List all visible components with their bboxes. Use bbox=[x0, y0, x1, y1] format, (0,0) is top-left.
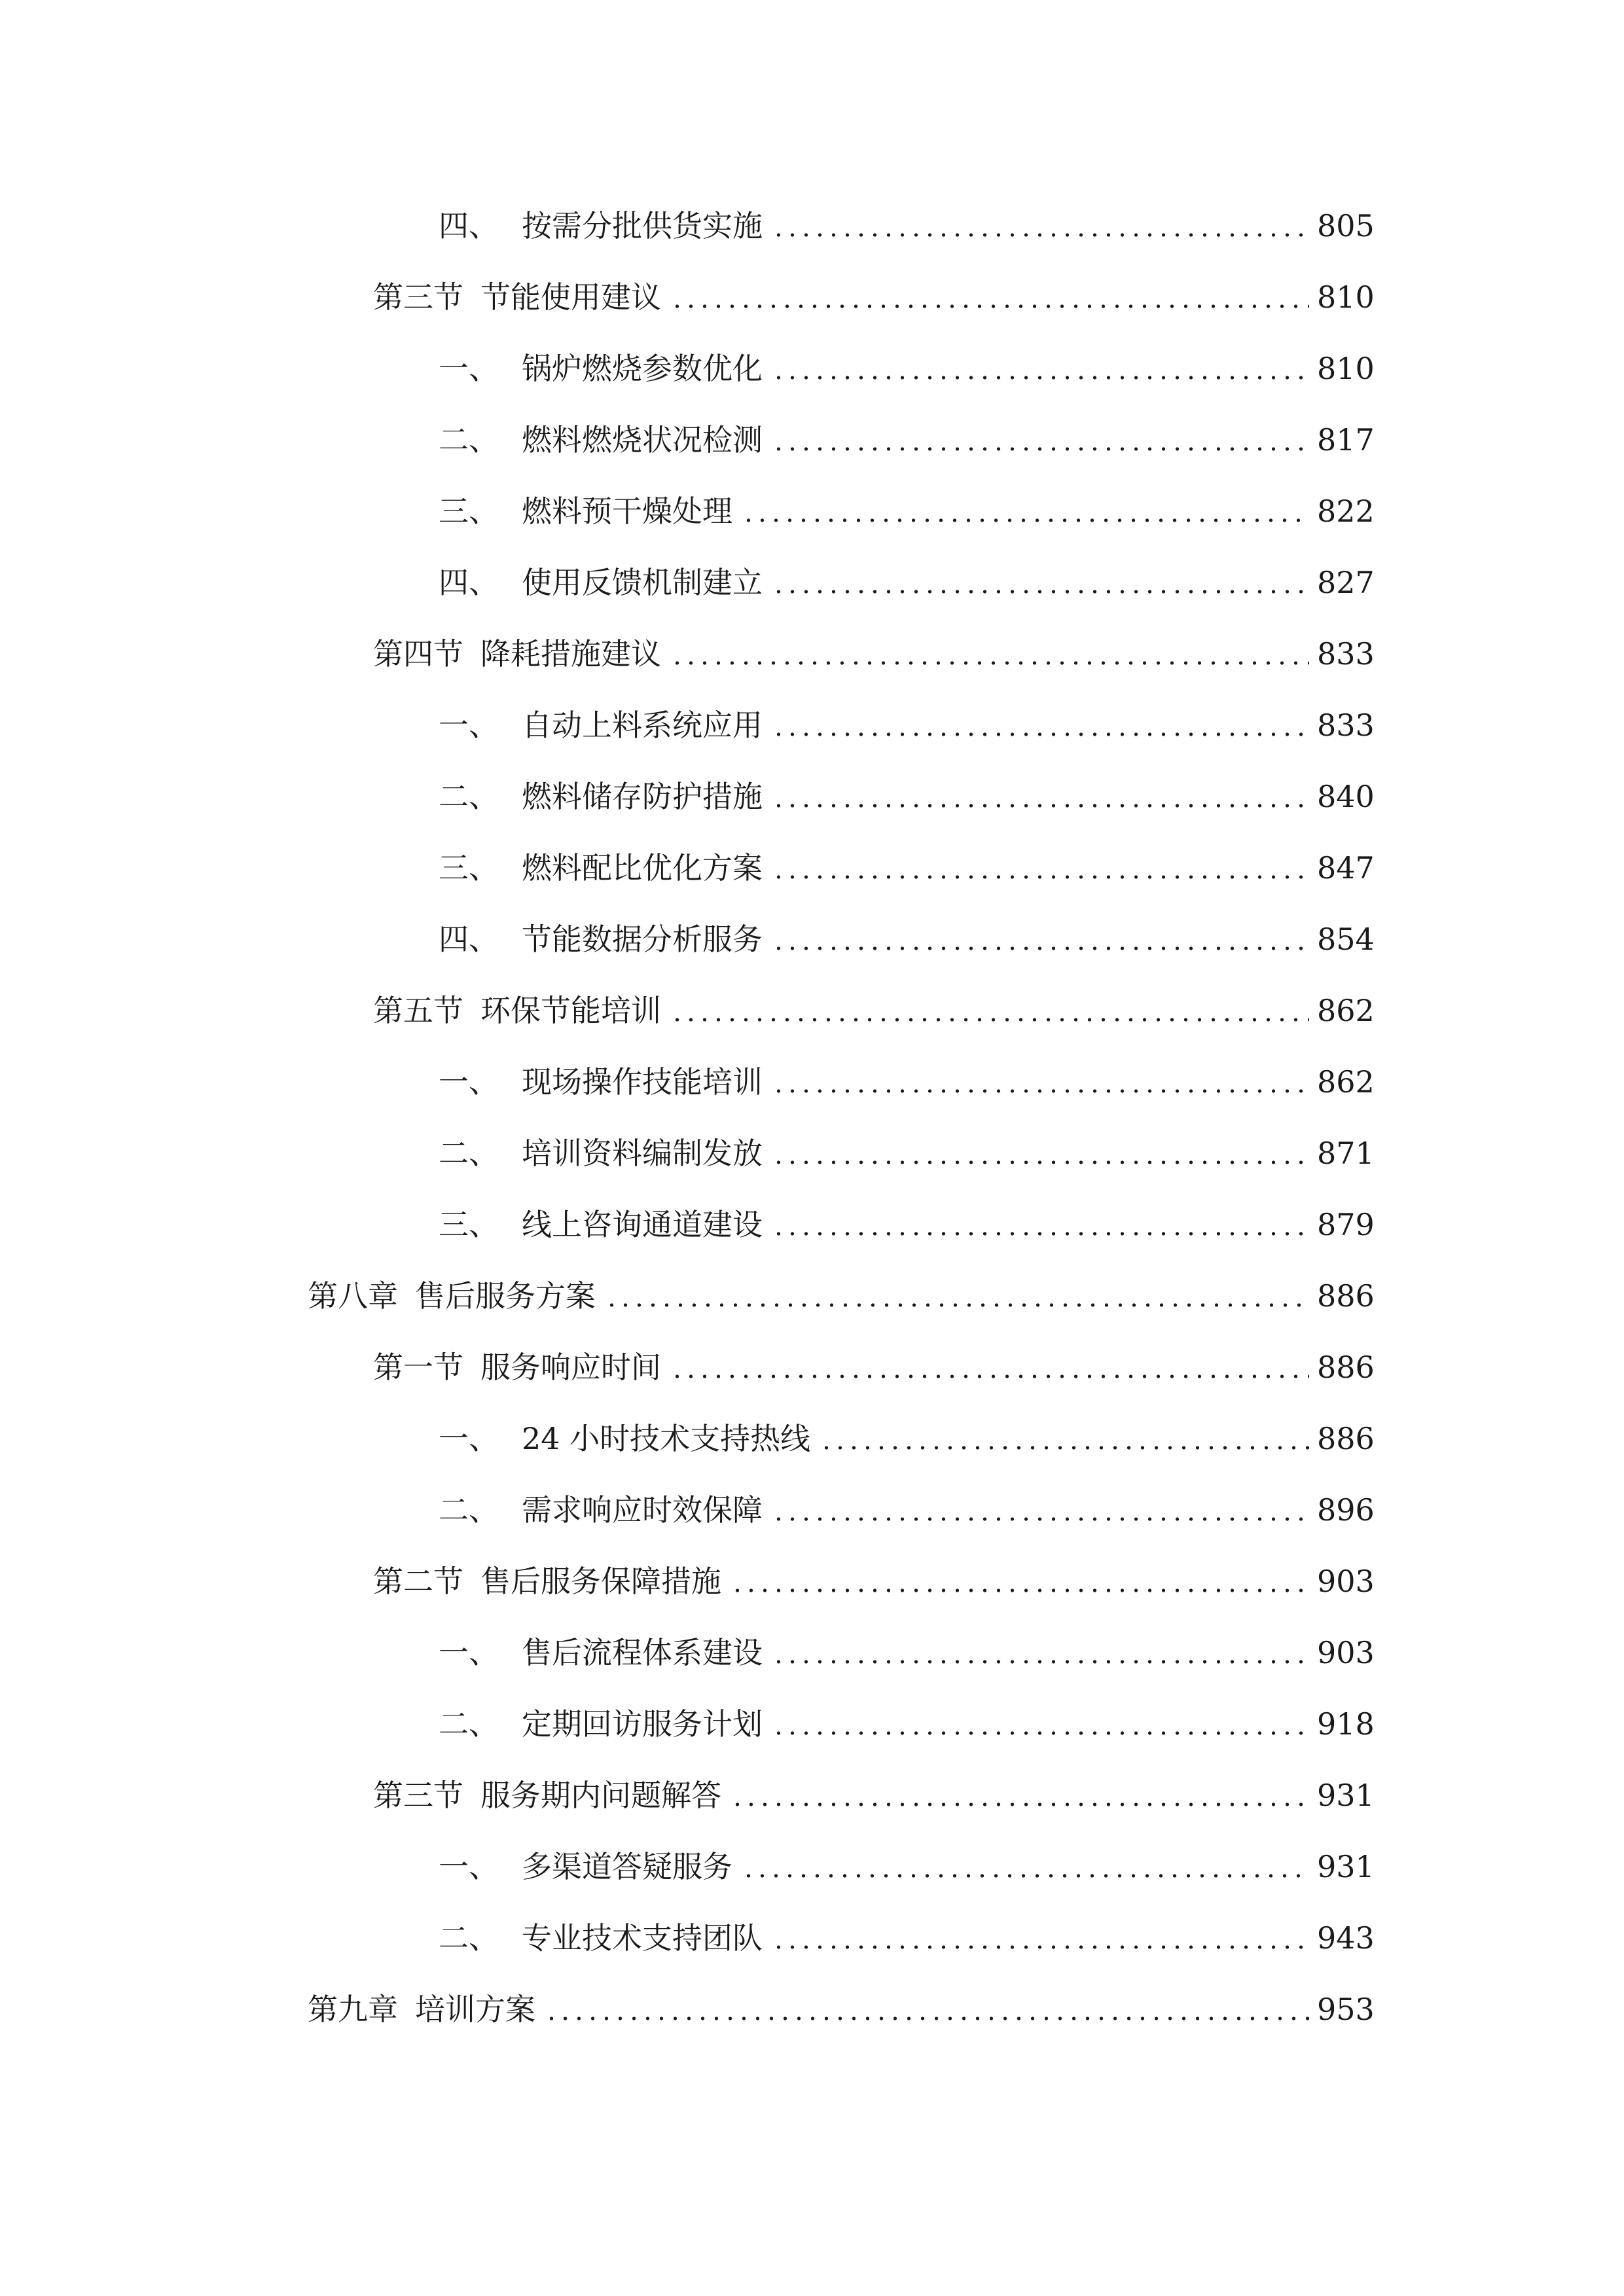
toc-entry-label bbox=[373, 1563, 721, 1599]
toc-entry-page: 805 bbox=[1317, 207, 1375, 243]
toc-entry-number: 第八章 bbox=[308, 1278, 398, 1314]
table-of-contents bbox=[0, 190, 1624, 2045]
toc-entry-page: 931 bbox=[1317, 1848, 1375, 1884]
toc-entry-label bbox=[439, 850, 763, 886]
toc-entry[interactable] bbox=[0, 1973, 1624, 2045]
toc-entry-title: 环保节能培训 bbox=[480, 992, 661, 1028]
dot-leader bbox=[769, 1495, 1309, 1525]
toc-entry-number: 第一节 bbox=[373, 1349, 463, 1385]
toc-entry-number: 第九章 bbox=[308, 1991, 398, 2027]
dot-leader bbox=[728, 1566, 1309, 1596]
toc-entry-title: 24 小时技术支持热线 bbox=[522, 1420, 811, 1456]
toc-entry-title: 自动上料系统应用 bbox=[522, 707, 763, 743]
toc-entry[interactable] bbox=[0, 332, 1624, 404]
toc-entry[interactable] bbox=[0, 618, 1624, 689]
toc-entry-page: 862 bbox=[1317, 992, 1375, 1028]
toc-entry-label bbox=[439, 493, 732, 529]
toc-entry[interactable] bbox=[0, 1403, 1624, 1474]
dot-leader bbox=[769, 924, 1309, 954]
toc-entry-page: 903 bbox=[1317, 1563, 1375, 1599]
toc-entry-label bbox=[308, 1991, 535, 2027]
toc-entry-title: 售后服务方案 bbox=[415, 1278, 596, 1314]
toc-entry-title: 降耗措施建议 bbox=[480, 636, 661, 672]
toc-entry[interactable] bbox=[0, 1759, 1624, 1831]
dot-leader bbox=[769, 710, 1309, 740]
toc-entry[interactable] bbox=[0, 1189, 1624, 1260]
toc-entry-page: 827 bbox=[1317, 564, 1375, 600]
toc-entry-page: 896 bbox=[1317, 1492, 1375, 1528]
toc-entry[interactable] bbox=[0, 1545, 1624, 1617]
toc-entry-page: 931 bbox=[1317, 1777, 1375, 1813]
toc-entry-number: 二、 bbox=[439, 778, 499, 814]
toc-entry-number: 第四节 bbox=[373, 636, 463, 672]
toc-entry-number: 四、 bbox=[439, 921, 499, 957]
toc-entry-page: 817 bbox=[1317, 422, 1375, 457]
toc-entry-page: 886 bbox=[1317, 1349, 1375, 1385]
toc-entry[interactable] bbox=[0, 975, 1624, 1046]
toc-entry-number: 四、 bbox=[439, 207, 499, 243]
toc-entry-number: 二、 bbox=[439, 1492, 499, 1528]
dot-leader bbox=[769, 1923, 1309, 1953]
toc-entry-label bbox=[373, 636, 661, 672]
toc-entry-page: 886 bbox=[1317, 1278, 1375, 1314]
toc-entry[interactable] bbox=[0, 903, 1624, 975]
toc-entry-label bbox=[373, 992, 661, 1028]
toc-entry[interactable] bbox=[0, 1688, 1624, 1759]
dot-leader bbox=[769, 781, 1309, 812]
toc-entry[interactable] bbox=[0, 475, 1624, 547]
toc-entry-title: 节能数据分析服务 bbox=[522, 921, 763, 957]
toc-entry-page: 833 bbox=[1317, 707, 1375, 743]
dot-leader bbox=[602, 1281, 1309, 1311]
toc-entry-title: 燃料燃烧状况检测 bbox=[522, 422, 763, 457]
toc-entry-label bbox=[373, 1349, 661, 1385]
dot-leader bbox=[769, 567, 1309, 598]
toc-entry-label bbox=[439, 350, 763, 386]
dot-leader bbox=[542, 1994, 1309, 2024]
toc-entry-title: 燃料储存防护措施 bbox=[522, 778, 763, 814]
dot-leader bbox=[769, 353, 1309, 384]
dot-leader bbox=[769, 853, 1309, 883]
toc-entry-page: 840 bbox=[1317, 778, 1375, 814]
dot-leader bbox=[668, 996, 1309, 1026]
toc-entry-title: 售后流程体系建设 bbox=[522, 1634, 763, 1670]
toc-entry-number: 一、 bbox=[439, 1848, 499, 1884]
toc-entry-page: 854 bbox=[1317, 921, 1375, 957]
toc-entry-title: 锅炉燃烧参数优化 bbox=[522, 350, 763, 386]
toc-entry-title: 定期回访服务计划 bbox=[522, 1706, 763, 1742]
toc-entry-label bbox=[373, 1777, 721, 1813]
toc-entry-page: 918 bbox=[1317, 1706, 1375, 1742]
toc-entry-page: 862 bbox=[1317, 1064, 1375, 1100]
toc-entry[interactable] bbox=[0, 190, 1624, 261]
toc-entry-number: 二、 bbox=[439, 422, 499, 457]
toc-entry-page: 847 bbox=[1317, 850, 1375, 886]
toc-entry-title: 按需分批供货实施 bbox=[522, 207, 763, 243]
toc-entry-number: 第三节 bbox=[373, 279, 463, 315]
dot-leader bbox=[739, 496, 1309, 526]
toc-entry-number: 三、 bbox=[439, 493, 499, 529]
toc-entry[interactable] bbox=[0, 689, 1624, 761]
dot-leader bbox=[817, 1424, 1309, 1454]
toc-entry-number: 一、 bbox=[439, 707, 499, 743]
toc-entry-number: 一、 bbox=[439, 1064, 499, 1100]
toc-entry[interactable] bbox=[0, 261, 1624, 332]
dot-leader bbox=[668, 639, 1309, 669]
dot-leader bbox=[668, 282, 1309, 312]
toc-entry-label bbox=[439, 1848, 732, 1884]
toc-entry-label bbox=[308, 1278, 596, 1314]
toc-entry-label bbox=[439, 207, 763, 243]
dot-leader bbox=[769, 1638, 1309, 1668]
toc-entry[interactable] bbox=[0, 1902, 1624, 1973]
toc-entry-number: 一、 bbox=[439, 1420, 499, 1456]
toc-entry-page: 903 bbox=[1317, 1634, 1375, 1670]
toc-entry-title: 专业技术支持团队 bbox=[522, 1920, 763, 1956]
dot-leader bbox=[769, 1138, 1309, 1168]
toc-entry[interactable] bbox=[0, 1046, 1624, 1117]
toc-entry-page: 871 bbox=[1317, 1135, 1375, 1171]
toc-entry-page: 879 bbox=[1317, 1206, 1375, 1242]
toc-entry-number: 二、 bbox=[439, 1706, 499, 1742]
toc-entry-page: 810 bbox=[1317, 279, 1375, 315]
toc-entry[interactable] bbox=[0, 1474, 1624, 1545]
toc-entry-title: 服务期内问题解答 bbox=[480, 1777, 721, 1813]
toc-entry[interactable] bbox=[0, 1831, 1624, 1902]
toc-entry-number: 四、 bbox=[439, 564, 499, 600]
toc-entry-title: 节能使用建议 bbox=[480, 279, 661, 315]
toc-entry-label bbox=[439, 921, 763, 957]
toc-entry-title: 需求响应时效保障 bbox=[522, 1492, 763, 1528]
toc-entry-page: 810 bbox=[1317, 350, 1375, 386]
dot-leader bbox=[769, 211, 1309, 241]
toc-entry[interactable] bbox=[0, 761, 1624, 832]
toc-entry-label bbox=[439, 564, 763, 600]
toc-entry-number: 一、 bbox=[439, 350, 499, 386]
toc-entry-label bbox=[439, 1706, 763, 1742]
toc-entry-label bbox=[439, 1634, 763, 1670]
toc-entry-number: 第五节 bbox=[373, 992, 463, 1028]
toc-entry-label bbox=[439, 1064, 763, 1100]
toc-entry-page: 833 bbox=[1317, 636, 1375, 672]
toc-entry-page: 943 bbox=[1317, 1920, 1375, 1956]
toc-entry-title: 现场操作技能培训 bbox=[522, 1064, 763, 1100]
toc-entry-title: 多渠道答疑服务 bbox=[522, 1848, 732, 1884]
toc-entry-label bbox=[439, 1920, 763, 1956]
toc-entry-page: 953 bbox=[1317, 1991, 1375, 2027]
toc-entry-label bbox=[439, 1420, 811, 1456]
toc-entry-title: 使用反馈机制建立 bbox=[522, 564, 763, 600]
toc-entry-label bbox=[439, 422, 763, 457]
toc-entry-label bbox=[439, 778, 763, 814]
toc-entry[interactable] bbox=[0, 404, 1624, 475]
toc-entry[interactable] bbox=[0, 1617, 1624, 1688]
dot-leader bbox=[739, 1852, 1309, 1882]
toc-entry-title: 培训资料编制发放 bbox=[522, 1135, 763, 1171]
toc-entry-number: 三、 bbox=[439, 1206, 499, 1242]
toc-entry[interactable] bbox=[0, 1117, 1624, 1189]
toc-entry[interactable] bbox=[0, 832, 1624, 903]
toc-entry-label bbox=[373, 279, 661, 315]
toc-entry[interactable] bbox=[0, 1260, 1624, 1331]
toc-entry-number: 三、 bbox=[439, 850, 499, 886]
toc-entry-title: 燃料预干燥处理 bbox=[522, 493, 732, 529]
toc-entry-number: 一、 bbox=[439, 1634, 499, 1670]
toc-entry-label bbox=[439, 1492, 763, 1528]
dot-leader bbox=[769, 1067, 1309, 1097]
toc-entry[interactable] bbox=[0, 1331, 1624, 1403]
dot-leader bbox=[728, 1780, 1309, 1810]
toc-entry-title: 燃料配比优化方案 bbox=[522, 850, 763, 886]
toc-entry-title: 售后服务保障措施 bbox=[480, 1563, 721, 1599]
toc-entry-number: 第二节 bbox=[373, 1563, 463, 1599]
toc-entry-page: 822 bbox=[1317, 493, 1375, 529]
toc-entry-label bbox=[439, 707, 763, 743]
dot-leader bbox=[769, 1210, 1309, 1240]
toc-entry-number: 二、 bbox=[439, 1920, 499, 1956]
toc-entry-number: 二、 bbox=[439, 1135, 499, 1171]
toc-entry-number: 第三节 bbox=[373, 1777, 463, 1813]
toc-entry-title: 线上咨询通道建设 bbox=[522, 1206, 763, 1242]
dot-leader bbox=[668, 1352, 1309, 1382]
dot-leader bbox=[769, 425, 1309, 455]
dot-leader bbox=[769, 1709, 1309, 1739]
toc-entry-label bbox=[439, 1206, 763, 1242]
toc-entry-page: 886 bbox=[1317, 1420, 1375, 1456]
toc-entry-title: 服务响应时间 bbox=[480, 1349, 661, 1385]
toc-entry-label bbox=[439, 1135, 763, 1171]
toc-entry-title: 培训方案 bbox=[415, 1991, 535, 2027]
toc-entry[interactable] bbox=[0, 547, 1624, 618]
